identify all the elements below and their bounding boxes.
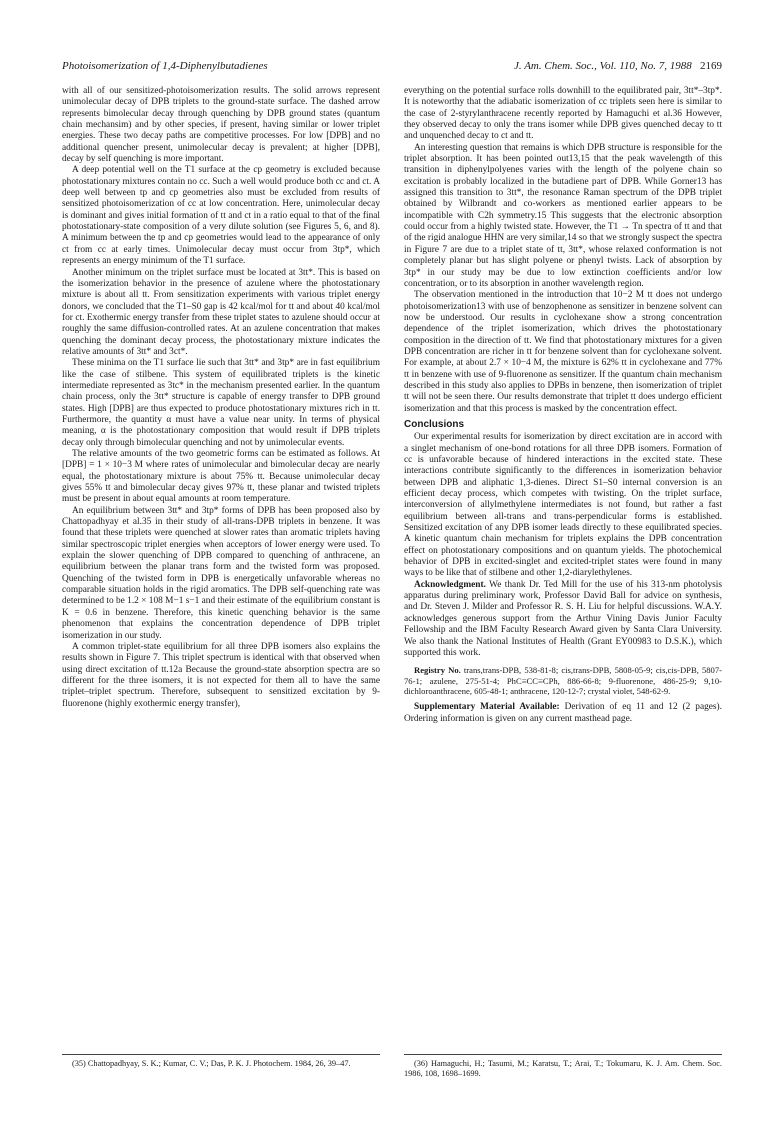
conclusions-heading: Conclusions [404, 418, 465, 430]
paragraph: A deep potential well on the T1 surface at the cp geometry is excluded because photostationary mixtures contain no cc. Such a well would produce both cc and ct. A deep well between tp and cp geometries also must be excluded from results of sensitized photoisomerization of cc at low concentration. Here, unimolecular decay is dominant and gives initial formation of tt and ct in a ratio equal to that of the final photostationary-state composition of a very dilute solution (see Figures 5, 6, and 8). A minimum between the tp and cp geometries would lead to the appearance of only ct from cc at early times. Unimolecular decay must occur from 3tp*, which represents an energy minimum of the T1 surface. [62, 165, 380, 267]
footnote-left [62, 1054, 380, 1069]
paragraph: The relative amounts of the two geometric forms can be estimated as follows. At [DPB] = 1 × 10−3 M where rates of unimolecular and bimolecular decay are nearly equal, the photostationary mixture is about 75% tt. Because unimolecular decay gives 55% tt and bimolecular decay gives 97% tt, these planar and twisted triplets must be present in about equal amounts at room temperature. [62, 449, 380, 505]
supplementary-text: Derivation of eq 11 and 12 (2 pages). Ordering information is given on any current masthead page. [404, 702, 722, 724]
footnote-35: (35) Chattopadhyay, S. K.; Kumar, C. V.; Das, P. K. J. Photochem. 1984, 26, 39–47. [72, 1059, 351, 1068]
journal-citation [514, 60, 722, 72]
paragraph: These minima on the T1 surface lie such that 3tt* and 3tp* are in fast equilibrium like the case of stilbene. This system of equilibrated triplets is the kinetic intermediate represented as 3tc* in the mechanism presented earlier. In the quantum chain process, only the 3tt* structure is capable of energy transfer to DPB ground states. High [DPB] are thus expected to produce photostationary mixtures rich in tt. Furthermore, the quantity α must have a value near unity. In terms of physical meaning, α is the photostationary composition that would result if DPB triplets decay only through bimolecular quenching and not by unimolecular events. [62, 358, 380, 448]
supplementary-paragraph [404, 702, 722, 725]
running-title: Photoisomerization of 1,4-Diphenylbutadienes [62, 60, 268, 72]
registry-paragraph [404, 665, 722, 696]
paragraph: An equilibrium between 3tt* and 3tp* forms of DPB has been proposed also by Chattopadhyay et al.35 in their study of all-trans-DPB triplets in benzene. It was found that these triplets were quenched at slower rates than aromatic triplets having similar spectroscopic triplet energies when acceptors of lower energy were used. To explain the slower quenching of DPB compared to quenching of anthracene, an equilibrium between the planar trans form and the twisted form was proposed. Quenching of the twisted form in DPB is energetically unfavorable whereas no comparable situation holds in the rigid aromatics. The DPB self-quenching rate was determined to be 1.2 × 108 M−1 s−1 and their estimate of the equilibrium constant is K = 0.6 in benzene. Therefore, this kinetic quenching behavior is the same phenomenon that explains the concentration dependence of DPB triplet isomerization in our study. [62, 505, 380, 641]
registry-lead: Registry No. [414, 665, 461, 676]
paragraph: The observation mentioned in the introduction that 10−2 M tt does not undergo photoisomerization13 with use of benzophenone as sensitizer in benzene solvent can now be understood. Our results in cyclohexane show a strong concentration dependence of the triplet isomerization, which drives the photostationary composition in the direction of tt. We find that photostationary mixtures for a given DPB concentration are richer in tt for benzene solvent than for cyclohexane solvent. For example, at about 2.7 × 10−4 M, the mixture is 62% tt in cyclohexane and 77% tt in benzene with use of 9-fluorenone as sensitizer. If the quantum chain mechanism described in this study also applies to DPBs in benzene, then isomerization of triplet tt will not be seen there. Our results demonstrate that triplet tt does undergo efficient isomerization and that this process is masked by the concentration effect. [404, 290, 722, 414]
footnote-right [404, 1054, 722, 1079]
page-number: 2169 [700, 60, 722, 72]
running-header [62, 60, 722, 76]
right-column [404, 86, 722, 725]
acknowledgment-lead: Acknowledgment. [414, 579, 486, 590]
supplementary-lead: Supplementary Material Available: [414, 702, 560, 713]
paragraph: An interesting question that remains is which DPB structure is responsible for the triplet absorption. It has been pointed out13,15 that the peak wavelength of this transition in diphenylpolyenes varies with the length of the polyene chain so excitation is probably localized in the butadiene part of DPB. While Gorner13 has assigned this transition to 3tt*, the resonance Raman spectrum of the DPB triplet obtained by Wilbrandt and co-workers as mentioned earlier appears to be incompatible with C2h symmetry.15 This suggests that the electronic absorption could occur from a highly twisted state. However, the T1 → Tn spectra of tt and that of the rigid analogue HHN are very similar,14 so that we strongly suspect the spectra in Figure 7 are due to a triplet state of tt, 3tt*, whose relaxed conformation is not completely planar but has slight polyene or phenyl twists. Lack of absorption by 3tp* in our study may be due to low extinction coefficients and/or low concentration, or to its absorption in another wavelength region. [404, 142, 723, 289]
paragraph: Another minimum on the triplet surface must be located at 3tt*. This is based on the isomerization behavior in the presence of azulene where the photostationary mixture is about all tt. From sensitization experiments with various triplet energy donors, we concluded that the T1–S0 gap is 42 kcal/mol for tt and about 40 kcal/mol for ct. Exothermic energy transfer from these triplet states to azulene should occur at roughly the same diffusion-controlled rates. At an azulene concentration that makes quenching the dominant decay process, the photostationary mixture indicates the relative amounts of 3tt* and 3ct*. [62, 267, 380, 357]
left-column [62, 86, 380, 710]
paragraph: everything on the potential surface rolls downhill to the equilibrated pair, 3tt*–3tp*. It is noteworthy that the adiabatic isomerization of cc triplets seen here is similar to the case of 2-styrylanthracene recently reported by Hamaguchi et al.36 However, they observed decay to only the trans isomer while DPB gives quenched decay to tt and unquenched decay to ct and tt. [404, 86, 722, 142]
journal-info: J. Am. Chem. Soc., Vol. 110, No. 7, 1988 [514, 60, 692, 72]
conclusions-paragraph: Our experimental results for isomerization by direct excitation are in accord with a singlet mechanism of one-bond rotations for all three DPB isomers. Formation of cc is unfavorable because of hindered interactions in the excited state. These interactions contribute significantly to the differences in isomerization behavior between DPB and aliphatic 1,3-dienes. Direct S1–S0 internal conversion is an efficient decay process, which competes with twisting. On the triplet surface, interconversion of allylmethylene intermediates is not found, but rather a fast equilibrium between all-trans and trans-perpendicular forms is established. Sensitized excitation of any DPB isomer leads directly to these equilibrated species. A kinetic quantum chain mechanism for triplets explains the DPB concentration effect on photostationary compositions and on quantum yields. The photochemical behavior of DPB in excited-singlet and excited-triplet states were found in many ways to be like that of stilbene and other 1,2-diarylethylenes. [404, 432, 722, 579]
acknowledgment-paragraph [404, 580, 722, 659]
registry-text: trans,trans-DPB, 538-81-8; cis,trans-DPB, 5808-05-9; cis,cis-DPB, 5807-76-1; azulene, 275-51-4; PhC≡CC≡CPh, 886-66-8; 9-fluorenone, 486-25-9; 9,10-dichloroanthracene, 605-48-1; anthracene, 120-12-7; crystal violet, 548-62-9. [404, 665, 722, 696]
acknowledgment-text: We thank Dr. Ted Mill for the use of his 313-nm photolysis apparatus during preliminary work, Professor David Ball for advice on synthesis, and Dr. Steven J. Milder and Professor R. S. H. Liu for helpful discussions. W.A.Y. acknowledges generous support from the Arthur Vining Davis Junior Faculty Fellowship and the IBM Faculty Research Award given by Santa Clara University. We also thank the National Institutes of Health (Grant EY00983 to D.S.K.), which supported this work. [404, 579, 723, 658]
paragraph: A common triplet-state equilibrium for all three DPB isomers also explains the results shown in Figure 7. This triplet spectrum is identical with that observed when using direct excitation of tt.12a Because the ground-state absorption spectra are so different for the three isomers, it is not expected for them all to have the same triplet–triplet spectrum. Therefore, subsequent to sensitized excitation by 9-fluorenone (highly exothermic energy transfer), [62, 641, 380, 709]
paragraph: with all of our sensitized-photoisomerization results. The solid arrows represent unimolecular decay of DPB triplets to the ground-state surface. The dashed arrow represents bimolecular decay through quenching by DPB ground states (quantum chain mechansim) and by other species, if present, having similar or lower triplet energies. These two decay paths are competitive processes. For low [DPB] and no additional quencher present, unimolecular decay is prevalent; at higher [DPB], decay by self quenching is more important. [62, 86, 380, 165]
footnote-36: (36) Hamaguchi, H.; Tasumi, M.; Karatsu, T.; Arai, T.; Tokumaru, K. J. Am. Chem. Soc. 1986, 108, 1698–1699. [404, 1059, 722, 1078]
